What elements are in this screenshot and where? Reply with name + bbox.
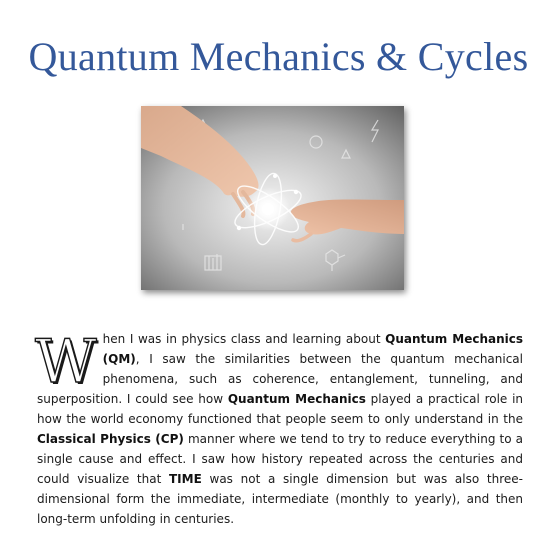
bold-term: Classical Physics (CP): [37, 432, 184, 446]
paragraph-text: played a practical role in how the world economy functioned that people seem to only understand in the: [37, 392, 524, 426]
hero-image: [141, 106, 404, 290]
document-title: Quantum Mechanics & Cycles: [28, 34, 529, 79]
paragraph-text: , I saw the similarities between the quantum mechanical phenomena, such as coherence, entanglement, tunneling, and superposition. I could see how: [37, 352, 523, 406]
article-paragraph: [37, 329, 523, 529]
drop-cap: W: [35, 327, 97, 397]
bold-term: Quantum Mechanics (QM): [102, 332, 524, 366]
paragraph-text: hen I was in physics class and learning about: [102, 332, 386, 346]
bold-term: Quantum Mechanics: [227, 392, 366, 406]
paragraph-text: was not a single dimension but was also three-dimensional form the immediate, intermediate (monthly to yearly), and then long-term unfolding in centuries.: [37, 472, 523, 526]
bold-term: TIME: [169, 472, 202, 486]
paragraph-text: manner where we tend to try to reduce everything to a single cause and effect. I saw how history repeated across the centuries and could visualize that: [37, 432, 524, 486]
